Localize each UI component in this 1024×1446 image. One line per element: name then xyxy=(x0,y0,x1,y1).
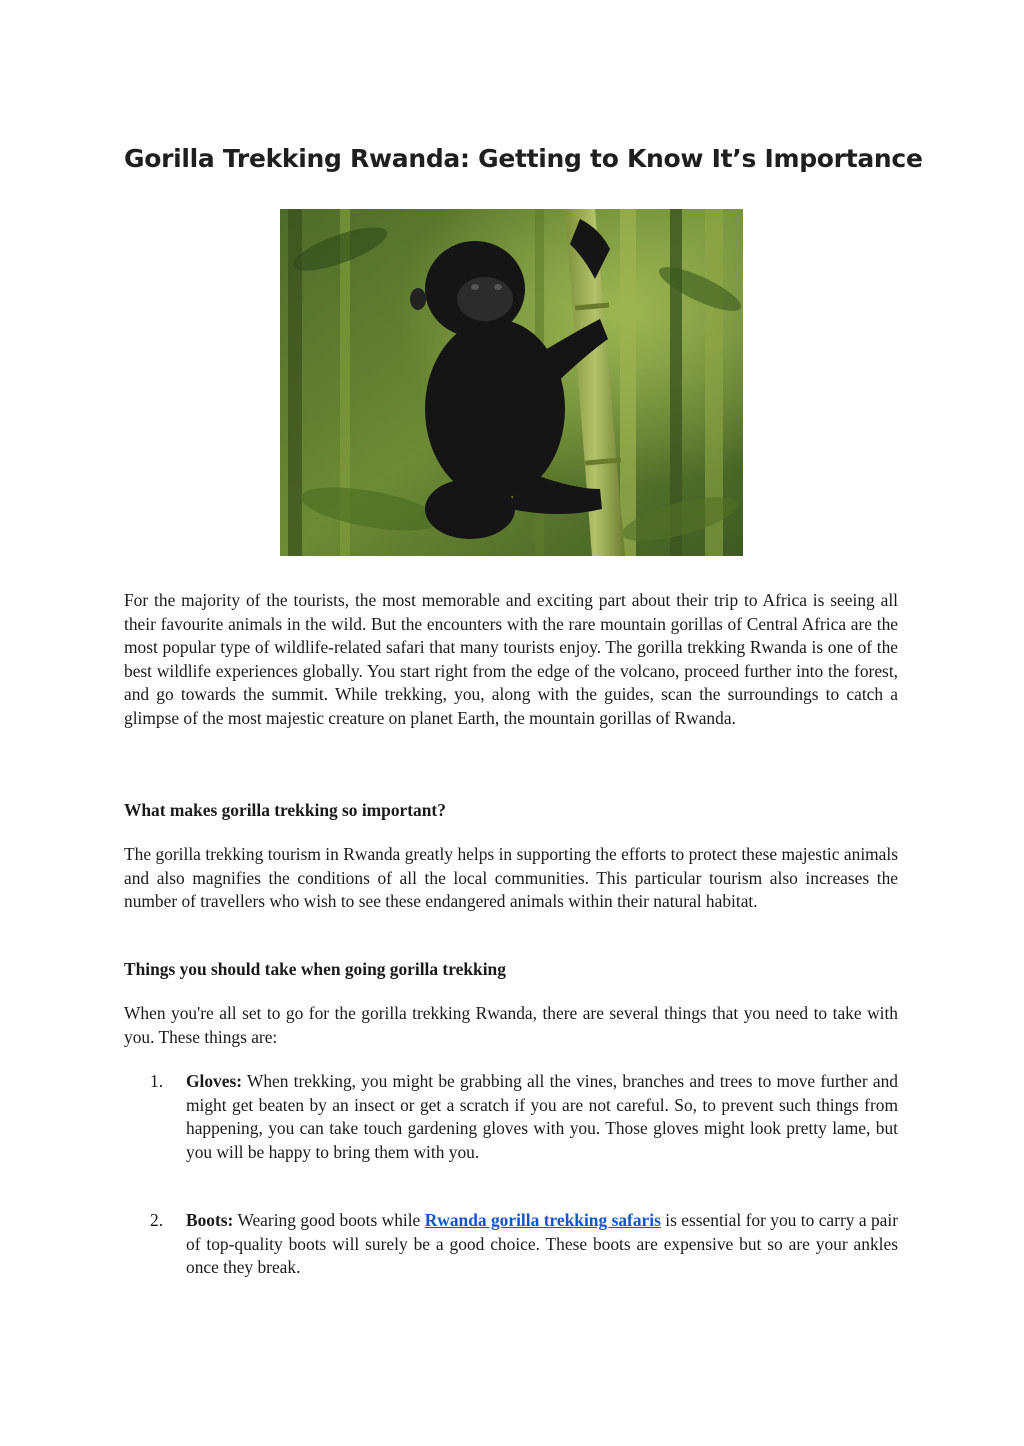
heading-importance: What makes gorilla trekking so important? xyxy=(124,800,446,820)
list-item-boots xyxy=(150,1209,898,1280)
list-text-after: is essential for you to carry a pair of top-quality boots will surely be a good choice. These boots are expensive but so are your ankles once they break. xyxy=(186,1210,899,1278)
list-number: 2. xyxy=(150,1210,164,1230)
list-item-gloves xyxy=(150,1070,898,1164)
heading-things: Things you should take when going gorilla trekking xyxy=(124,959,506,979)
list-number: 1. xyxy=(150,1071,164,1091)
intro-paragraph: For the majority of the tourists, the most memorable and exciting part about their trip to Africa is seeing all their favourite animals in the wild. But the encounters with the rare mountain gorillas of Central Africa are the most popular type of wildlife-related safari that many tourists enjoy. The gorilla trekking Rwanda is one of the best wildlife experiences globally. You start right from the edge of the volcano, proceed further into the forest, and go towards the summit. While trekking, you, along with the guides, scan the surroundings to catch a glimpse of the most majestic creature on planet Earth, the mountain gorillas of Rwanda. xyxy=(124,590,898,728)
things-paragraph: When you're all set to go for the gorilla trekking Rwanda, there are several things that you need to take with you. These things are: xyxy=(124,1003,898,1047)
list-label: Boots: xyxy=(186,1210,234,1230)
importance-paragraph: The gorilla trekking tourism in Rwanda greatly helps in supporting the efforts to protect these majestic animals and also magnifies the conditions of all the local communities. This particular tourism also increases the number of travellers who wish to see these endangered animals within their natural habitat. xyxy=(124,844,898,912)
list-text-before: Wearing good boots while xyxy=(233,1210,425,1230)
document-title: Gorilla Trekking Rwanda: Getting to Know It’s Importance xyxy=(124,144,923,173)
list-text: When trekking, you might be grabbing all the vines, branches and trees to move further and might get beaten by an insect or get a scratch if you are not careful. So, to prevent such things from happening, you can take touch gardening gloves with you. Those gloves might look pretty lame, but you will be happy to bring them with you. xyxy=(186,1071,898,1162)
safari-link[interactable]: Rwanda gorilla trekking safaris xyxy=(424,1210,661,1230)
list-label: Gloves: xyxy=(186,1071,243,1091)
gorilla-photo xyxy=(280,209,743,556)
